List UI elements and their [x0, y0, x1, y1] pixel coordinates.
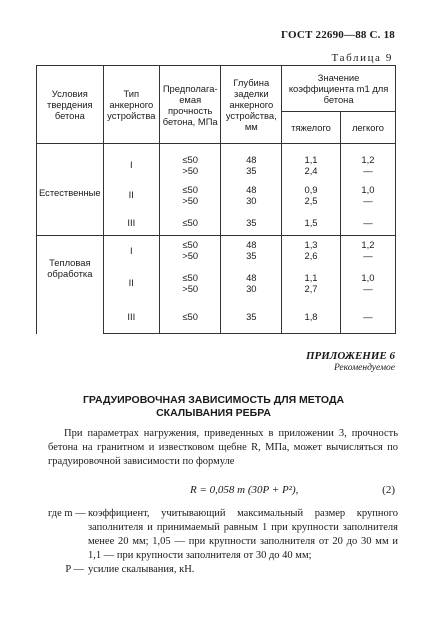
- definition-text: усилие скалывания, кН.: [88, 564, 195, 575]
- header-light: легкого: [340, 112, 395, 144]
- definition-m: [48, 507, 398, 563]
- depth-cell: 48 35: [221, 152, 282, 180]
- type-cell: II: [103, 266, 159, 302]
- light-cell: 1,2 —: [340, 152, 395, 180]
- depth-cell: 35: [221, 212, 282, 236]
- heavy-cell: 1,5: [282, 212, 341, 236]
- appendix-status: Рекомендуемое: [333, 363, 395, 373]
- type-cell: III: [103, 302, 159, 334]
- strength-cell: ≤50: [159, 302, 220, 334]
- variable-definitions: [48, 507, 398, 577]
- depth-cell: 48 35: [221, 236, 282, 266]
- depth-cell: 48 30: [221, 266, 282, 302]
- light-cell: —: [340, 212, 395, 236]
- type-cell: II: [103, 180, 159, 212]
- definition-text: коэффициент, учитывающий максимальный размер крупного заполнителя и принимаемый равным 1 при крупности заполнителя менее 20 мм; 1,05 — при крупности заполнителя от 20 до 30 мм и 1,1 — при крупности заполнителя от 30 до 40 мм;: [88, 508, 398, 561]
- heavy-cell: 0,9 2,5: [282, 180, 341, 212]
- condition-cell: Тепловая обработка: [37, 236, 104, 334]
- section-title-line: СКАЛЫВАНИЯ РЕБРА: [156, 407, 271, 419]
- depth-cell: 35: [221, 302, 282, 334]
- light-cell: 1,2 —: [340, 236, 395, 266]
- formula: R = 0,058 m (30P + P²),: [190, 484, 299, 496]
- strength-cell: ≤50: [159, 212, 220, 236]
- heavy-cell: 1,1 2,7: [282, 266, 341, 302]
- header-condition: Условия твердения бетона: [37, 66, 104, 144]
- condition-cell: Естественные: [37, 152, 104, 236]
- section-title: [0, 394, 427, 420]
- formula-number: (2): [382, 484, 395, 496]
- coefficient-table: [36, 65, 396, 334]
- strength-cell: ≤50 >50: [159, 236, 220, 266]
- type-cell: I: [103, 236, 159, 266]
- header-type: Тип анкерного устройства: [103, 66, 159, 144]
- type-cell: I: [103, 152, 159, 180]
- heavy-cell: 1,8: [282, 302, 341, 334]
- body-paragraph: При параметрах нагружения, приведенных в приложении 3, прочность бетона на гранитном и известковом щебне R, МПа, может вычисляться по градуировочной зависимости по формуле: [48, 428, 398, 467]
- strength-cell: ≤50 >50: [159, 152, 220, 180]
- light-cell: —: [340, 302, 395, 334]
- light-cell: 1,0 —: [340, 180, 395, 212]
- strength-cell: ≤50 >50: [159, 266, 220, 302]
- light-cell: 1,0 —: [340, 266, 395, 302]
- appendix-title: ПРИЛОЖЕНИЕ 6: [305, 350, 395, 362]
- definition-lead: где m —: [48, 508, 86, 519]
- depth-cell: 48 30: [221, 180, 282, 212]
- header-strength: Предполага-емая прочность бетона, МПа: [159, 66, 220, 144]
- header-coef-group: Значение коэффициента m1 для бетона: [282, 66, 396, 112]
- page-header: ГОСТ 22690—88 С. 18: [281, 29, 395, 41]
- strength-cell: ≤50 >50: [159, 180, 220, 212]
- header-heavy: тяжелого: [282, 112, 341, 144]
- type-cell: III: [103, 212, 159, 236]
- heavy-cell: 1,3 2,6: [282, 236, 341, 266]
- table-label: Таблица 9: [331, 52, 393, 64]
- definition-lead: P —: [65, 564, 84, 575]
- heavy-cell: 1,1 2,4: [282, 152, 341, 180]
- header-depth: Глубина заделки анкерного устройства, мм: [221, 66, 282, 144]
- section-title-line: ГРАДУИРОВОЧНАЯ ЗАВИСИМОСТЬ ДЛЯ МЕТОДА: [82, 394, 345, 406]
- definition-p: [48, 563, 398, 577]
